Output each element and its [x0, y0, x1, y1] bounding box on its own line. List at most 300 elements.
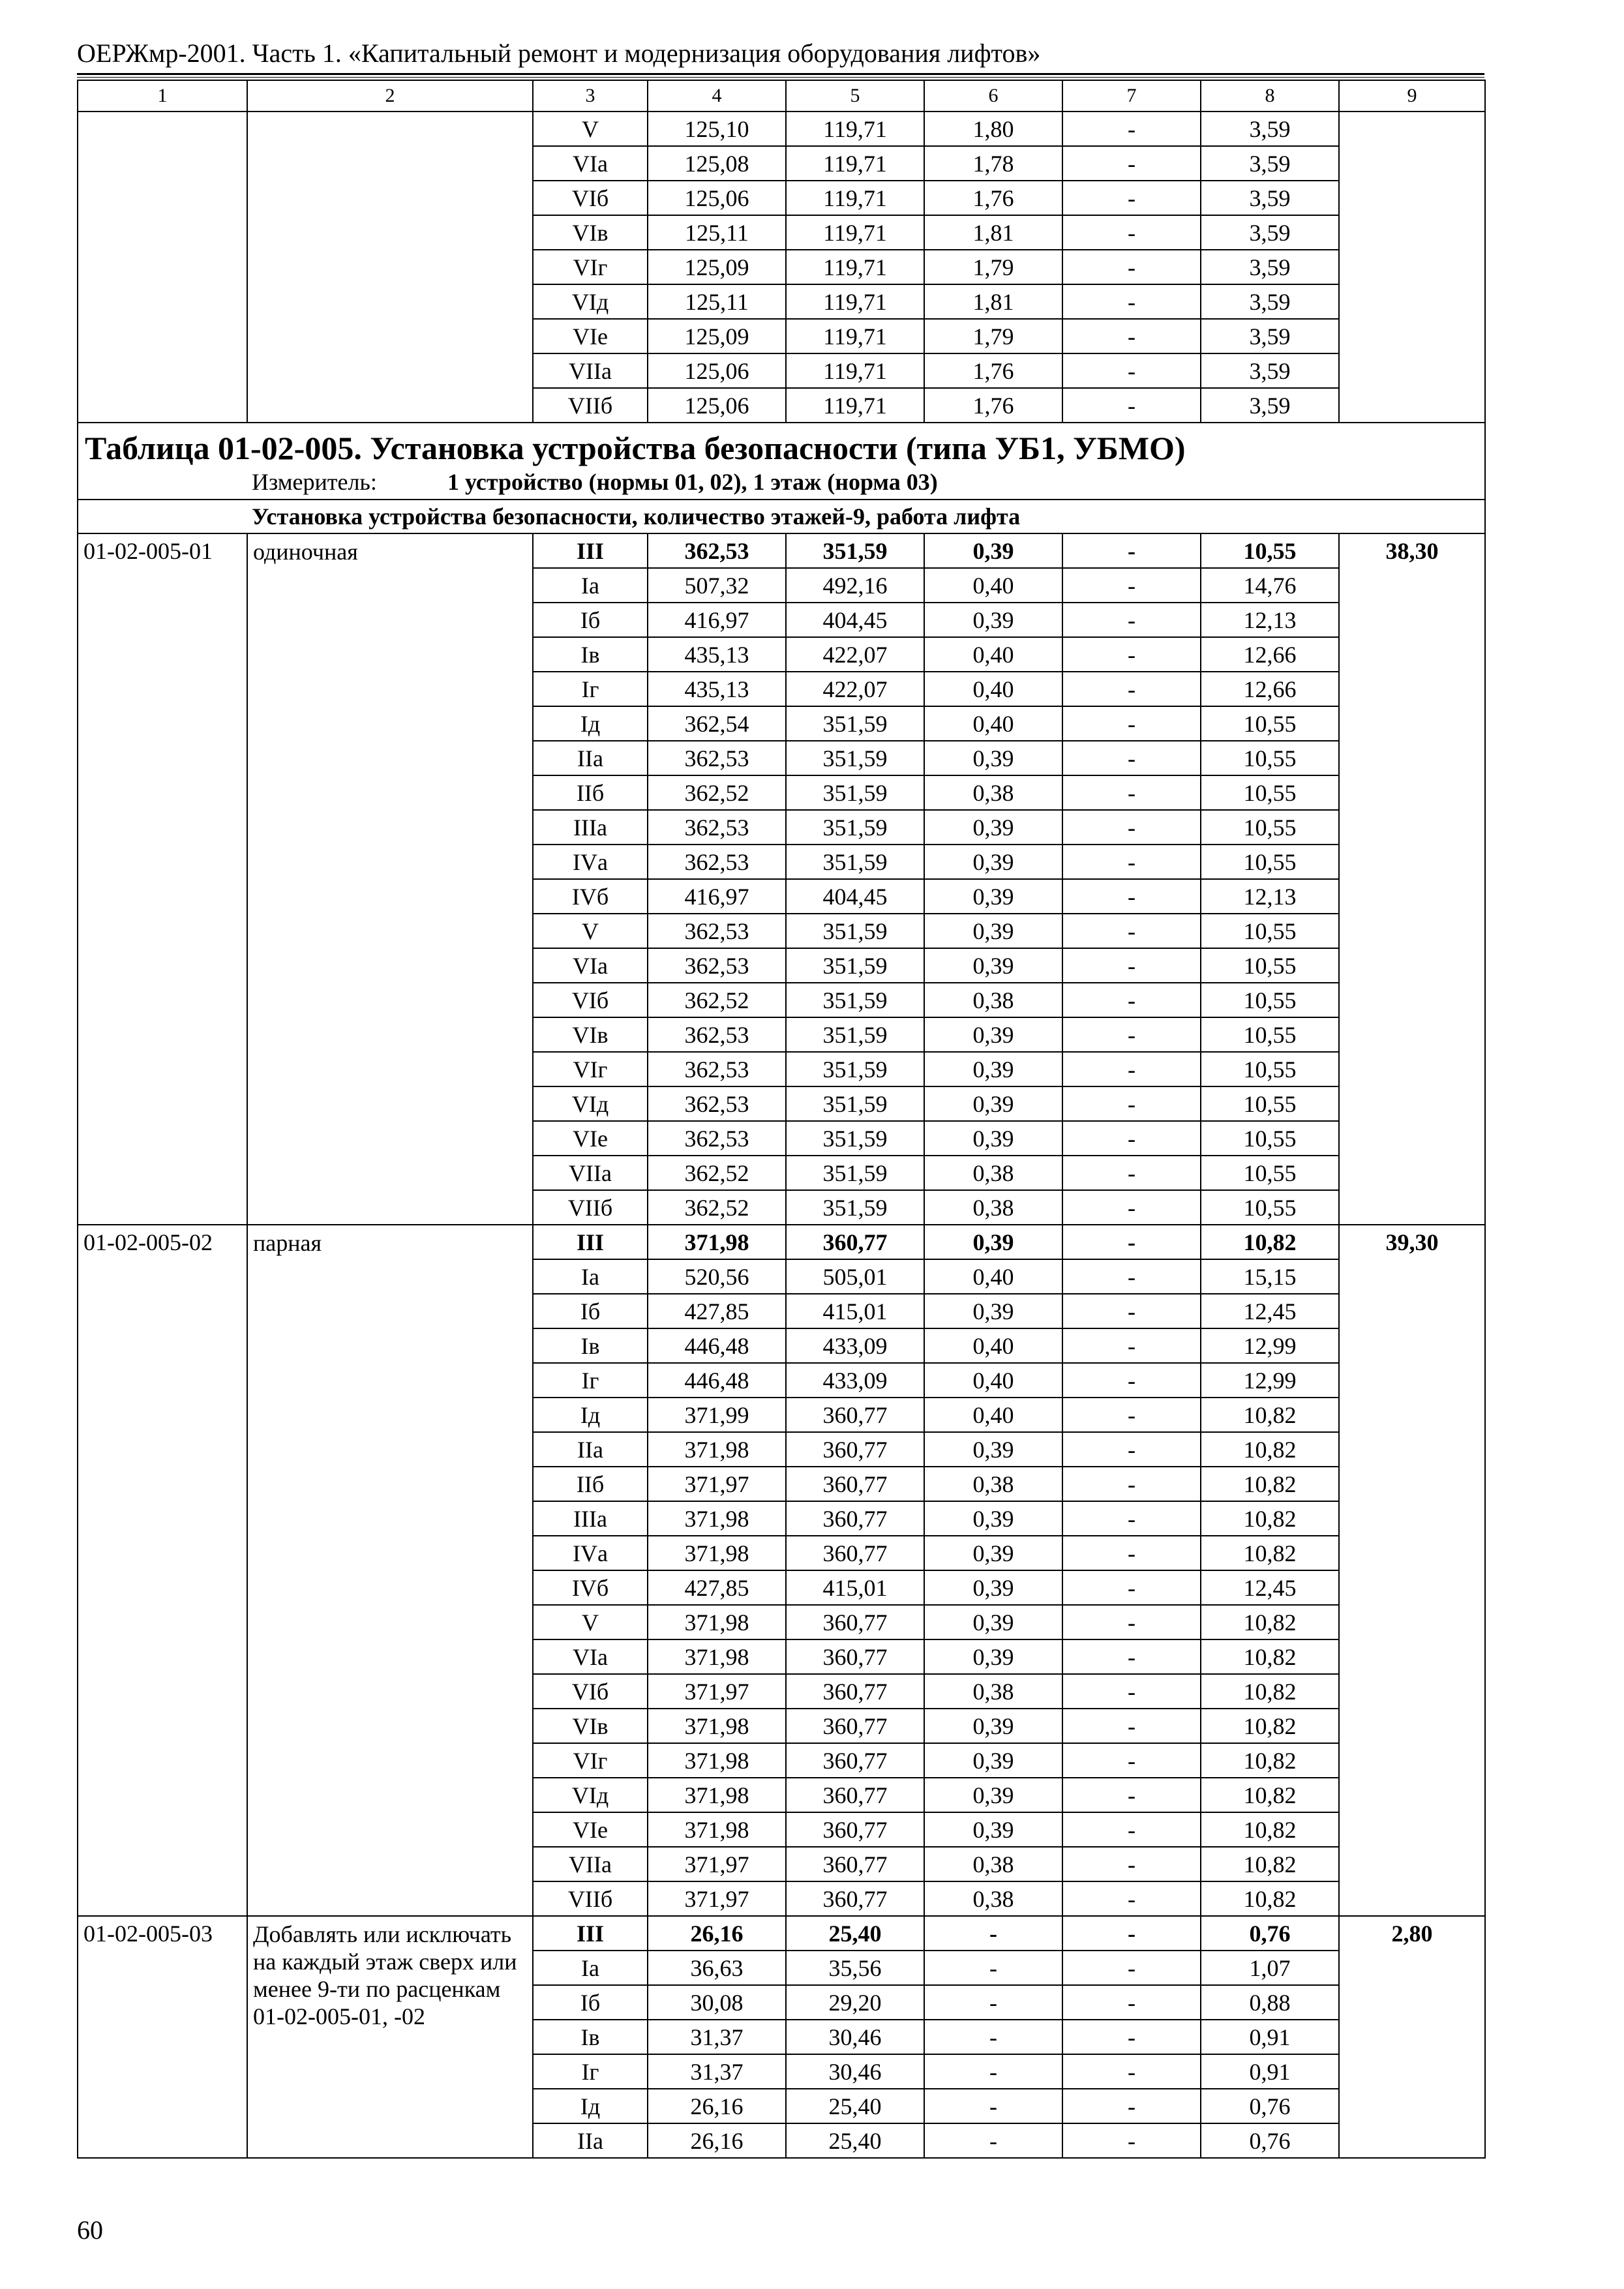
value-cell: 12,13 — [1201, 603, 1339, 637]
column-number: 9 — [1339, 80, 1485, 112]
value-cell: 3,59 — [1201, 353, 1339, 388]
value-cell: 360,77 — [786, 1709, 924, 1743]
value-cell: 351,59 — [786, 948, 924, 983]
value-cell: 0,76 — [1201, 1916, 1339, 1951]
value-cell: 360,77 — [786, 1674, 924, 1709]
value-cell: 0,39 — [924, 1086, 1062, 1121]
value-cell: IIа — [533, 1432, 648, 1467]
value-cell: 351,59 — [786, 706, 924, 741]
value-cell: 507,32 — [648, 568, 786, 603]
value-cell: 0,39 — [924, 1812, 1062, 1847]
value-cell: 10,55 — [1201, 948, 1339, 983]
value-cell: Iв — [533, 637, 648, 672]
value-cell: VIг — [533, 1743, 648, 1778]
value-cell: 0,40 — [924, 1398, 1062, 1432]
value-cell: - — [1062, 1432, 1201, 1467]
value-cell: - — [1062, 1536, 1201, 1570]
value-cell: 12,13 — [1201, 879, 1339, 914]
value-cell: - — [1062, 2123, 1201, 2158]
value-cell: 422,07 — [786, 637, 924, 672]
value-cell: Iг — [533, 2054, 648, 2089]
value-cell: - — [1062, 388, 1201, 423]
value-cell: 360,77 — [786, 1639, 924, 1674]
running-header: ОЕРЖмр-2001. Часть 1. «Капитальный ремонт и модернизация оборудования лифтов» — [77, 38, 1041, 68]
value-cell: - — [1062, 914, 1201, 948]
value-cell: - — [1062, 319, 1201, 353]
value-cell: - — [1062, 948, 1201, 983]
value-cell: 415,01 — [786, 1294, 924, 1328]
value-cell: 25,40 — [786, 1916, 924, 1951]
value-cell: 360,77 — [786, 1778, 924, 1812]
value-cell: - — [1062, 741, 1201, 775]
value-cell: IIIа — [533, 810, 648, 845]
value-cell: III — [533, 1916, 648, 1951]
value-cell: 0,40 — [924, 1363, 1062, 1398]
value-cell: 360,77 — [786, 1743, 924, 1778]
value-cell: 0,40 — [924, 706, 1062, 741]
value-cell: 10,55 — [1201, 983, 1339, 1017]
value-cell: Iб — [533, 1294, 648, 1328]
value-cell: 1,76 — [924, 181, 1062, 215]
value-cell: 10,55 — [1201, 1052, 1339, 1086]
value-cell: 0,39 — [924, 1052, 1062, 1086]
value-cell: VIг — [533, 250, 648, 284]
value-cell: - — [1062, 284, 1201, 319]
value-cell: 3,59 — [1201, 146, 1339, 181]
value-cell: 362,53 — [648, 845, 786, 879]
header-rule-thin — [77, 77, 1484, 78]
value-cell: III — [533, 1225, 648, 1259]
value-cell: - — [1062, 1812, 1201, 1847]
meter-line — [85, 468, 1478, 496]
value-cell: 0,40 — [924, 637, 1062, 672]
value-cell: - — [1062, 250, 1201, 284]
value-cell: - — [1062, 1259, 1201, 1294]
value-cell: 371,99 — [648, 1398, 786, 1432]
value-cell: Iб — [533, 1985, 648, 2020]
value-cell: 0,91 — [1201, 2054, 1339, 2089]
value-cell: 351,59 — [786, 983, 924, 1017]
value-cell: 10,55 — [1201, 1086, 1339, 1121]
value-cell: 433,09 — [786, 1363, 924, 1398]
value-cell: 125,08 — [648, 146, 786, 181]
value-cell: IIа — [533, 741, 648, 775]
value-cell: 360,77 — [786, 1432, 924, 1467]
value-cell: 0,39 — [924, 1605, 1062, 1639]
value-cell: VIб — [533, 983, 648, 1017]
value-cell: - — [1062, 1847, 1201, 1881]
value-cell: 10,82 — [1201, 1398, 1339, 1432]
value-cell: 0,39 — [924, 1432, 1062, 1467]
value-cell: - — [1062, 1743, 1201, 1778]
value-cell: - — [1062, 1674, 1201, 1709]
value-cell: 10,55 — [1201, 1190, 1339, 1225]
value-cell: 125,11 — [648, 215, 786, 250]
value-cell: III — [533, 533, 648, 568]
value-cell: IVа — [533, 845, 648, 879]
value-cell: 351,59 — [786, 741, 924, 775]
value-cell: 0,39 — [924, 845, 1062, 879]
value-cell: 119,71 — [786, 284, 924, 319]
value-cell: 29,20 — [786, 1985, 924, 2020]
value-cell: 36,63 — [648, 1951, 786, 1985]
value-cell: - — [924, 1916, 1062, 1951]
value-cell: - — [1062, 810, 1201, 845]
value-cell: 433,09 — [786, 1328, 924, 1363]
value-cell: 404,45 — [786, 879, 924, 914]
value-cell: VIIб — [533, 388, 648, 423]
value-cell: 520,56 — [648, 1259, 786, 1294]
value-cell: - — [1062, 1467, 1201, 1501]
value-cell: 3,59 — [1201, 181, 1339, 215]
value-cell: - — [1062, 1294, 1201, 1328]
value-cell: 10,55 — [1201, 706, 1339, 741]
value-cell: VIд — [533, 1778, 648, 1812]
value-cell: 435,13 — [648, 637, 786, 672]
value-cell: 362,52 — [648, 983, 786, 1017]
rates-table — [77, 80, 1486, 2159]
value-cell: - — [924, 2054, 1062, 2089]
column-number: 6 — [924, 80, 1062, 112]
value-cell: 0,38 — [924, 775, 1062, 810]
value-cell: 10,55 — [1201, 1017, 1339, 1052]
value-cell: 371,97 — [648, 1674, 786, 1709]
value-cell: 125,09 — [648, 250, 786, 284]
value-cell: V — [533, 914, 648, 948]
table-row — [78, 1225, 1485, 1259]
value-cell: 351,59 — [786, 1121, 924, 1156]
value-cell: 10,82 — [1201, 1467, 1339, 1501]
value-cell: V — [533, 1605, 648, 1639]
table-row — [78, 533, 1485, 568]
rate-price: 38,30 — [1339, 533, 1485, 1225]
value-cell: 371,97 — [648, 1847, 786, 1881]
value-cell: VIв — [533, 1709, 648, 1743]
value-cell: 119,71 — [786, 181, 924, 215]
value-cell: 30,08 — [648, 1985, 786, 2020]
value-cell: 1,81 — [924, 215, 1062, 250]
value-cell: 351,59 — [786, 1017, 924, 1052]
value-cell: 10,82 — [1201, 1432, 1339, 1467]
value-cell: 362,53 — [648, 948, 786, 983]
value-cell: 125,06 — [648, 181, 786, 215]
column-number: 5 — [786, 80, 924, 112]
value-cell: 10,82 — [1201, 1501, 1339, 1536]
value-cell: 0,38 — [924, 1674, 1062, 1709]
value-cell: VIа — [533, 948, 648, 983]
value-cell: 371,98 — [648, 1778, 786, 1812]
page-number: 60 — [77, 2215, 103, 2245]
value-cell: 3,59 — [1201, 250, 1339, 284]
value-cell: 0,39 — [924, 603, 1062, 637]
value-cell: 0,88 — [1201, 1985, 1339, 2020]
value-cell: 371,98 — [648, 1225, 786, 1259]
value-cell: 25,40 — [786, 2123, 924, 2158]
value-cell: 12,45 — [1201, 1294, 1339, 1328]
value-cell: 12,99 — [1201, 1363, 1339, 1398]
column-number-row — [78, 80, 1485, 112]
value-cell: - — [1062, 672, 1201, 706]
value-cell: - — [1062, 533, 1201, 568]
value-cell: 3,59 — [1201, 284, 1339, 319]
value-cell: - — [1062, 146, 1201, 181]
value-cell: 360,77 — [786, 1847, 924, 1881]
value-cell: 351,59 — [786, 914, 924, 948]
value-cell: 371,98 — [648, 1536, 786, 1570]
value-cell: - — [1062, 1639, 1201, 1674]
value-cell: 0,39 — [924, 1225, 1062, 1259]
value-cell: 351,59 — [786, 845, 924, 879]
value-cell: 371,98 — [648, 1709, 786, 1743]
value-cell: 10,82 — [1201, 1709, 1339, 1743]
value-cell: 1,76 — [924, 388, 1062, 423]
value-cell: 362,52 — [648, 1156, 786, 1190]
value-cell: 1,81 — [924, 284, 1062, 319]
value-cell: 10,82 — [1201, 1605, 1339, 1639]
value-cell: 1,79 — [924, 319, 1062, 353]
value-cell: 10,55 — [1201, 741, 1339, 775]
value-cell: 0,39 — [924, 1709, 1062, 1743]
value-cell: - — [1062, 1605, 1201, 1639]
value-cell: 10,82 — [1201, 1639, 1339, 1674]
rate-price: 39,30 — [1339, 1225, 1485, 1916]
value-cell: VIд — [533, 284, 648, 319]
value-cell: 360,77 — [786, 1501, 924, 1536]
value-cell: - — [924, 2123, 1062, 2158]
value-cell: 10,82 — [1201, 1674, 1339, 1709]
value-cell: 360,77 — [786, 1812, 924, 1847]
value-cell: - — [1062, 1017, 1201, 1052]
value-cell: 35,56 — [786, 1951, 924, 1985]
value-cell: 12,66 — [1201, 672, 1339, 706]
meter-value: 1 устройство (нормы 01, 02), 1 этаж (норма 03) — [447, 469, 938, 495]
value-cell: Iд — [533, 1398, 648, 1432]
value-cell: Iв — [533, 2020, 648, 2054]
value-cell: VIа — [533, 1639, 648, 1674]
value-cell: - — [1062, 1121, 1201, 1156]
value-cell: V — [533, 112, 648, 146]
value-cell: 371,98 — [648, 1743, 786, 1778]
value-cell: 125,06 — [648, 388, 786, 423]
value-cell: 119,71 — [786, 388, 924, 423]
value-cell: - — [924, 2089, 1062, 2123]
value-cell: 10,82 — [1201, 1778, 1339, 1812]
value-cell: IIIа — [533, 1501, 648, 1536]
value-cell: 0,39 — [924, 1121, 1062, 1156]
value-cell: 10,55 — [1201, 1121, 1339, 1156]
value-cell: 0,39 — [924, 1294, 1062, 1328]
value-cell: - — [1062, 1570, 1201, 1605]
table-row — [78, 112, 1485, 146]
column-number: 2 — [247, 80, 533, 112]
value-cell: 10,82 — [1201, 1743, 1339, 1778]
value-cell: 371,98 — [648, 1812, 786, 1847]
value-cell: 1,76 — [924, 353, 1062, 388]
value-cell: - — [1062, 181, 1201, 215]
value-cell: 3,59 — [1201, 215, 1339, 250]
value-cell: 10,55 — [1201, 810, 1339, 845]
value-cell: 351,59 — [786, 533, 924, 568]
value-cell: Iа — [533, 1951, 648, 1985]
value-cell: 0,38 — [924, 983, 1062, 1017]
value-cell: 119,71 — [786, 146, 924, 181]
value-cell: 0,38 — [924, 1190, 1062, 1225]
value-cell: 0,39 — [924, 948, 1062, 983]
value-cell: Iб — [533, 603, 648, 637]
value-cell: 362,54 — [648, 706, 786, 741]
value-cell: 119,71 — [786, 112, 924, 146]
value-cell: - — [1062, 2054, 1201, 2089]
value-cell: 362,53 — [648, 914, 786, 948]
value-cell: 125,11 — [648, 284, 786, 319]
value-cell: 12,66 — [1201, 637, 1339, 672]
value-cell: 415,01 — [786, 1570, 924, 1605]
value-cell: 360,77 — [786, 1881, 924, 1916]
value-cell: - — [1062, 2020, 1201, 2054]
value-cell: 0,38 — [924, 1847, 1062, 1881]
value-cell: 31,37 — [648, 2054, 786, 2089]
value-cell: 0,38 — [924, 1156, 1062, 1190]
value-cell: 371,98 — [648, 1501, 786, 1536]
value-cell: 0,39 — [924, 1501, 1062, 1536]
value-cell: 0,38 — [924, 1467, 1062, 1501]
value-cell: 15,15 — [1201, 1259, 1339, 1294]
value-cell: 3,59 — [1201, 319, 1339, 353]
value-cell: 362,53 — [648, 741, 786, 775]
table-title-cell — [78, 423, 1485, 500]
rate-code: 01-02-005-02 — [78, 1225, 247, 1916]
value-cell: VIб — [533, 1674, 648, 1709]
value-cell: 10,55 — [1201, 533, 1339, 568]
value-cell: 0,40 — [924, 672, 1062, 706]
value-cell: 371,97 — [648, 1467, 786, 1501]
value-cell: 10,82 — [1201, 1812, 1339, 1847]
column-number: 1 — [78, 80, 247, 112]
value-cell: 360,77 — [786, 1467, 924, 1501]
value-cell: 10,82 — [1201, 1847, 1339, 1881]
value-cell: Iа — [533, 1259, 648, 1294]
value-cell: - — [1062, 112, 1201, 146]
column-number: 7 — [1062, 80, 1201, 112]
value-cell: VIIб — [533, 1190, 648, 1225]
value-cell: 119,71 — [786, 250, 924, 284]
value-cell: Iа — [533, 568, 648, 603]
value-cell: IVа — [533, 1536, 648, 1570]
value-cell: 362,53 — [648, 1017, 786, 1052]
value-cell: 0,39 — [924, 741, 1062, 775]
value-cell: VIв — [533, 215, 648, 250]
value-cell: VIг — [533, 1052, 648, 1086]
value-cell: 371,98 — [648, 1639, 786, 1674]
value-cell: 505,01 — [786, 1259, 924, 1294]
value-cell: 492,16 — [786, 568, 924, 603]
value-cell: 26,16 — [648, 2123, 786, 2158]
value-cell: - — [1062, 603, 1201, 637]
value-cell: - — [1062, 1778, 1201, 1812]
value-cell: 416,97 — [648, 879, 786, 914]
value-cell: 0,39 — [924, 1639, 1062, 1674]
value-cell: 435,13 — [648, 672, 786, 706]
value-cell: - — [1062, 845, 1201, 879]
column-number: 4 — [648, 80, 786, 112]
value-cell: 416,97 — [648, 603, 786, 637]
value-cell: 1,79 — [924, 250, 1062, 284]
value-cell: 362,52 — [648, 1190, 786, 1225]
value-cell: 1,80 — [924, 112, 1062, 146]
value-cell: 30,46 — [786, 2020, 924, 2054]
value-cell: Iг — [533, 672, 648, 706]
value-cell: 0,40 — [924, 1259, 1062, 1294]
value-cell: - — [1062, 1501, 1201, 1536]
value-cell: 351,59 — [786, 1190, 924, 1225]
price-cell-empty — [1339, 112, 1485, 423]
value-cell: VIе — [533, 1121, 648, 1156]
value-cell: - — [1062, 1709, 1201, 1743]
value-cell: 3,59 — [1201, 388, 1339, 423]
name-cell-empty — [247, 112, 533, 423]
section-title: Установка устройства безопасности, количество этажей-9, работа лифта — [78, 500, 1485, 533]
value-cell: 0,39 — [924, 914, 1062, 948]
value-cell: - — [1062, 1398, 1201, 1432]
value-cell: 362,53 — [648, 1121, 786, 1156]
value-cell: 119,71 — [786, 319, 924, 353]
value-cell: 371,97 — [648, 1881, 786, 1916]
value-cell: 0,40 — [924, 1328, 1062, 1363]
value-cell: - — [1062, 2089, 1201, 2123]
rate-name: Добавлять или исключать на каждый этаж сверх или менее 9-ти по расценкам 01-02-005-01, -02 — [247, 1916, 533, 2158]
value-cell: 125,09 — [648, 319, 786, 353]
value-cell: Iв — [533, 1328, 648, 1363]
value-cell: 10,82 — [1201, 1881, 1339, 1916]
value-cell: 0,39 — [924, 810, 1062, 845]
value-cell: VIIа — [533, 1156, 648, 1190]
value-cell: 26,16 — [648, 2089, 786, 2123]
value-cell: - — [924, 2020, 1062, 2054]
table-title-row — [78, 423, 1485, 500]
value-cell: 119,71 — [786, 353, 924, 388]
value-cell: 14,76 — [1201, 568, 1339, 603]
value-cell: 351,59 — [786, 1052, 924, 1086]
value-cell: 10,55 — [1201, 914, 1339, 948]
value-cell: - — [1062, 775, 1201, 810]
value-cell: - — [1062, 353, 1201, 388]
value-cell: 0,91 — [1201, 2020, 1339, 2054]
value-cell: 0,40 — [924, 568, 1062, 603]
value-cell: 371,98 — [648, 1605, 786, 1639]
value-cell: 351,59 — [786, 1086, 924, 1121]
value-cell: 31,37 — [648, 2020, 786, 2054]
value-cell: - — [1062, 1156, 1201, 1190]
value-cell: 360,77 — [786, 1398, 924, 1432]
value-cell: IIб — [533, 775, 648, 810]
value-cell: 446,48 — [648, 1328, 786, 1363]
value-cell: 0,76 — [1201, 2123, 1339, 2158]
rate-price: 2,80 — [1339, 1916, 1485, 2158]
column-number: 8 — [1201, 80, 1339, 112]
value-cell: 351,59 — [786, 1156, 924, 1190]
value-cell: - — [1062, 706, 1201, 741]
value-cell: 3,59 — [1201, 112, 1339, 146]
value-cell: 0,76 — [1201, 2089, 1339, 2123]
value-cell: 427,85 — [648, 1570, 786, 1605]
value-cell: VIб — [533, 181, 648, 215]
meter-label: Измеритель: — [252, 469, 377, 495]
value-cell: - — [1062, 568, 1201, 603]
value-cell: 0,39 — [924, 1536, 1062, 1570]
value-cell: - — [1062, 1328, 1201, 1363]
table-title: Таблица 01-02-005. Установка устройства безопасности (типа УБ1, УБМО) — [85, 430, 1186, 466]
value-cell: 360,77 — [786, 1225, 924, 1259]
